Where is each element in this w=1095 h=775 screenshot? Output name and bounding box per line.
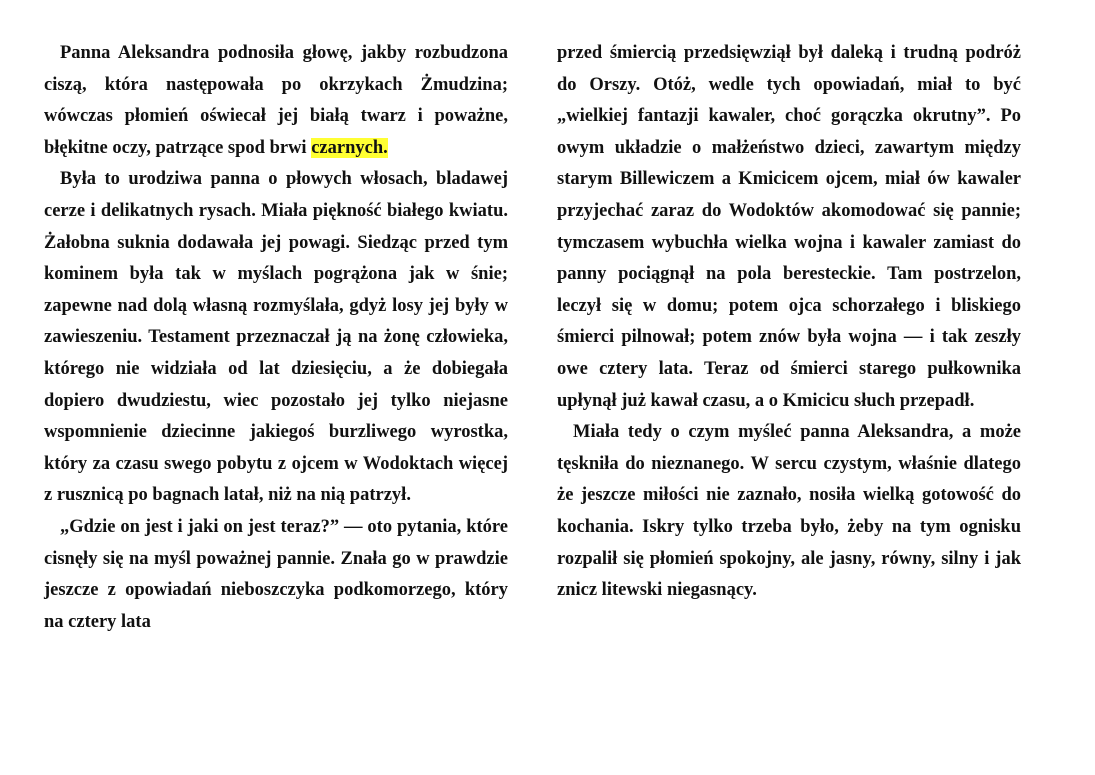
right-text-column (557, 38, 1021, 607)
paragraph-3-continued: przed śmiercią przedsięwziął był daleką i trudną podróż do Orszy. Otóż, wedle tych opowiadań, miał to być „wielkiej fantazji kawaler, choć gorączka okrutny”. Po owym układzie o małżeństwo dzieci, zawartym między starym Billewiczem a Kmicicem ojcem, miał ów kawaler przyjechać zaraz do Wodoktów akomodować się pannie; tymczasem wybuchła wielka wojna i kawaler zamiast do panny pociągnął na pola beresteckie. Tam postrzelon, leczył się w domu; potem ojca schorzałego i bliskiego śmierci pilnował; potem znów była wojna — i tak zeszły owe cztery lata. Teraz od śmierci starego pułkownika upłynął już kawał czasu, a o Kmicicu słuch przepadł. (557, 43, 1021, 411)
paragraph-1 (44, 38, 508, 164)
paragraph-1-text: Panna Aleksandra podnosiła głowę, jakby rozbudzona ciszą, która następowała po okrzykach Żmudzina; wówczas płomień oświecał jej białą twarz i poważne, błękitne oczy, patrzące spod brwi (44, 43, 508, 158)
paragraph-4: Miała tedy o czym myśleć panna Aleksandra, a może tęskniła do nieznanego. W sercu czystym, właśnie dlatego że jeszcze miłości nie zaznało, nosiła wielką gotowość do kochania. Iskry tylko trzeba było, żeby na tym ognisku rozpalił się płomień spokojny, ale jasny, równy, silny i jak znicz litewski niegasnący. (557, 422, 1021, 601)
highlighted-word: czarnych. (311, 137, 388, 158)
paragraph-2: Była to urodziwa panna o płowych włosach, bladawej cerze i delikatnych rysach. Miała piękność białego kwiatu. Żałobna suknia dodawała jej powagi. Siedząc przed tym kominem była tak w myślach pogrążona jak w śnie; zapewne nad dolą własną rozmyślała, gdyż losy jej były w zawieszeniu. Testament przeznaczał ją na żonę człowieka, którego nie widziała od lat dziesięciu, a że dobiegała dopiero dwudziestu, wiec pozostało jej tylko niejasne wspomnienie dziecinne jakiegoś burzliwego wyrostka, który za czasu swego pobytu z ojcem w Wodoktach więcej z rusznicą po bagnach latał, niż na nią patrzył. (44, 169, 508, 506)
paragraph-3: „Gdzie on jest i jaki on jest teraz?” — oto pytania, które cisnęły się na myśl poważnej pannie. Znała go w prawdzie jeszcze z opowiadań nieboszczyka podkomorzego, który na cztery lata (44, 516, 508, 632)
left-text-column (44, 38, 508, 638)
